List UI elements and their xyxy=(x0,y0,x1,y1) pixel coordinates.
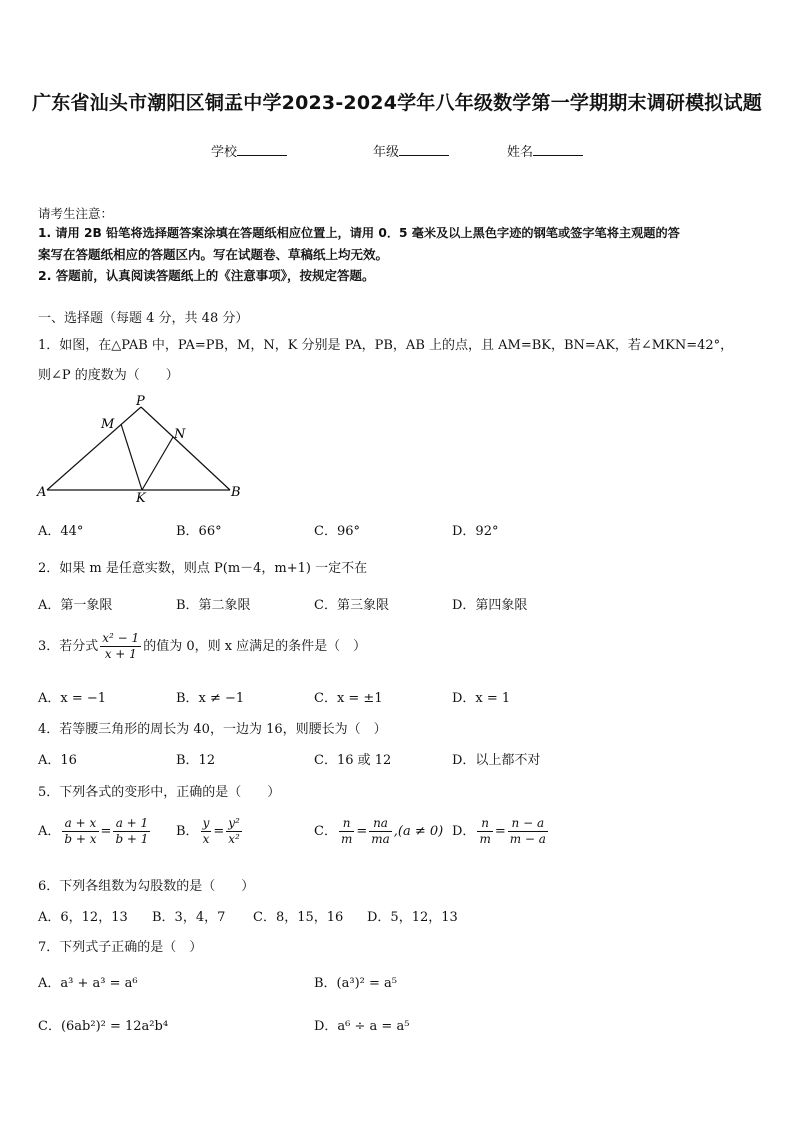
q3-option-c[interactable]: C．x = ±1 xyxy=(314,691,383,706)
q1-option-a[interactable]: A．44° xyxy=(38,524,84,539)
q5-d-n1: n xyxy=(477,816,492,832)
q5-option-a[interactable]: A． $\frac{a + x}{b + x}$ = $\frac{a + 1}{b + 1}$ xyxy=(38,816,149,846)
q3-option-b[interactable]: B．x ≠ −1 xyxy=(176,691,245,706)
q5-c-condition: ,(a ≠ 0) xyxy=(393,824,444,839)
q2-option-a[interactable]: A．第一象限 xyxy=(38,598,113,613)
q5-b-n2: y² xyxy=(228,816,240,830)
q2-option-c[interactable]: C．第三象限 xyxy=(314,598,389,613)
q4-text: 4．若等腰三角形的周长为 40，一边为 16，则腰长为（ ） xyxy=(38,722,387,737)
q5-c-n2: na xyxy=(369,816,392,832)
q4-option-c[interactable]: C．16 或 12 xyxy=(314,753,392,768)
label-P: P xyxy=(136,394,145,409)
q6-option-b[interactable]: B．3，4，7 xyxy=(152,910,226,925)
name-field[interactable] xyxy=(507,141,583,160)
q6-option-a[interactable]: A．6，12，13 xyxy=(38,910,128,925)
q6-option-d[interactable]: D．5，12，13 xyxy=(367,910,458,925)
q3-fraction xyxy=(100,631,141,662)
q2-option-b[interactable]: B．第二象限 xyxy=(176,598,251,613)
q1-option-b[interactable]: B．66° xyxy=(176,524,222,539)
q1-option-c[interactable]: C．96° xyxy=(314,524,360,539)
q5-c-n1: n xyxy=(339,816,354,832)
q3-prefix: 3．若分式 xyxy=(38,639,99,654)
grade-label: 年级 xyxy=(373,145,400,160)
q6-text: 6．下列各组数为勾股数的是（ ） xyxy=(38,879,255,894)
q3-option-d[interactable]: D．x = 1 xyxy=(452,691,511,706)
school-field[interactable] xyxy=(211,141,287,160)
notice-item2: 2. 答题前，认真阅读答题纸上的《注意事项》，按规定答题。 xyxy=(38,268,375,283)
q7-option-b[interactable]: B．(a³)² = a⁵ xyxy=(314,976,397,991)
q3-text xyxy=(38,631,366,662)
q1-triangle-figure xyxy=(30,388,260,508)
notice-item1-line1: 1. 请用 2B 铅笔将选择题答案涂填在答题纸相应位置上，请用 0．5 毫米及以上黑色字迹的钢笔或签字笔将主观题的答 xyxy=(38,226,680,240)
q5-a-frac2 xyxy=(113,816,150,847)
school-blank[interactable] xyxy=(237,143,287,156)
q5-c-d2: ma xyxy=(371,832,390,846)
q5-d-n2: n − a xyxy=(508,816,548,832)
q7-text: 7．下列式子正确的是（ ） xyxy=(38,940,203,955)
q3-numerator: x² − 1 xyxy=(102,631,140,645)
q5-b-d2: x² xyxy=(228,832,240,846)
label-A: A xyxy=(37,485,47,500)
q4-option-a[interactable]: A．16 xyxy=(38,753,77,768)
q3-option-a[interactable]: A．x = −1 xyxy=(38,691,107,706)
q1-line1: 1．如图，在△PAB 中，PA=PB，M，N，K 分别是 PA，PB，AB 上的点，且 AM=BK，BN=AK，若∠MKN=42°， xyxy=(38,338,734,353)
q3-denominator: x + 1 xyxy=(104,647,137,661)
q5-d-frac2 xyxy=(508,816,548,847)
q5-option-d[interactable]: D． $\frac{n}{m}$ = $\frac{n - a}{m - a}$ xyxy=(452,816,546,846)
q5-b-frac2 xyxy=(226,816,242,847)
q5-option-b[interactable]: B． $\frac{y}{x}$ = $\frac{\text{y²}}{\text{x²}}$ xyxy=(176,816,240,846)
q7-option-d[interactable]: D．a⁶ ÷ a = a⁵ xyxy=(314,1019,410,1034)
q5-option-c[interactable]: C． $\frac{n}{m}$ = $\frac{na}{ma}$ ,(a ≠ 0) xyxy=(314,816,444,846)
notice-item1-line2: 案写在答题纸相应的答题区内。写在试题卷、草稿纸上均无效。 xyxy=(38,247,389,262)
q5-b-label: B． xyxy=(176,824,199,839)
q5-a-frac1 xyxy=(62,816,98,847)
section-heading: 一、选择题（每题 4 分，共 48 分） xyxy=(38,311,249,326)
name-blank[interactable] xyxy=(533,143,583,156)
q5-c-d1: m xyxy=(340,832,353,846)
page-title: 广东省汕头市潮阳区铜盂中学2023-2024学年八年级数学第一学期期末调研模拟试题 xyxy=(32,92,762,114)
q5-c-frac2 xyxy=(369,816,392,847)
q3-suffix: 的值为 0，则 x 应满足的条件是（ ） xyxy=(143,639,367,654)
q5-a-n1: a + x xyxy=(62,816,98,832)
q1-line2: 则∠P 的度数为（ ） xyxy=(38,368,179,383)
q7-option-c[interactable]: C．(6ab²)² = 12a²b⁴ xyxy=(38,1019,169,1034)
q5-d-d1: m xyxy=(479,832,491,846)
q4-option-b[interactable]: B．12 xyxy=(176,753,216,768)
label-B: B xyxy=(231,485,241,500)
label-M: M xyxy=(101,417,115,432)
q5-c-frac1 xyxy=(339,816,354,847)
q4-option-d[interactable]: D．以上都不对 xyxy=(452,753,541,768)
q2-option-d[interactable]: D．第四象限 xyxy=(452,598,528,613)
q5-b-d1: x xyxy=(202,832,210,846)
grade-field[interactable] xyxy=(373,141,449,160)
q1-option-d[interactable]: D．92° xyxy=(452,524,499,539)
q5-b-frac1 xyxy=(201,816,212,847)
q7-option-a[interactable]: A．a³ + a³ = a⁶ xyxy=(38,976,138,991)
notice-heading: 请考生注意： xyxy=(38,206,114,221)
q5-c-label: C． xyxy=(314,824,337,839)
grade-blank[interactable] xyxy=(399,143,449,156)
q6-option-c[interactable]: C．8，15，16 xyxy=(253,910,344,925)
q5-d-d2: m − a xyxy=(509,832,546,846)
q5-text: 5．下列各式的变形中，正确的是（ ） xyxy=(38,785,281,800)
q5-d-label: D． xyxy=(452,824,476,839)
q5-d-frac1 xyxy=(477,816,492,847)
q5-a-n2: a + 1 xyxy=(113,816,150,832)
q5-a-label: A． xyxy=(38,824,61,839)
name-label: 姓名 xyxy=(507,145,534,160)
q5-a-d2: b + 1 xyxy=(115,832,149,846)
school-label: 学校 xyxy=(211,145,238,160)
label-N: N xyxy=(174,427,186,442)
q2-text: 2．如果 m 是任意实数，则点 P(m－4，m+1) 一定不在 xyxy=(38,561,368,576)
q5-a-d1: b + x xyxy=(64,832,97,846)
label-K: K xyxy=(136,491,146,506)
q5-b-n1: y xyxy=(202,816,210,830)
